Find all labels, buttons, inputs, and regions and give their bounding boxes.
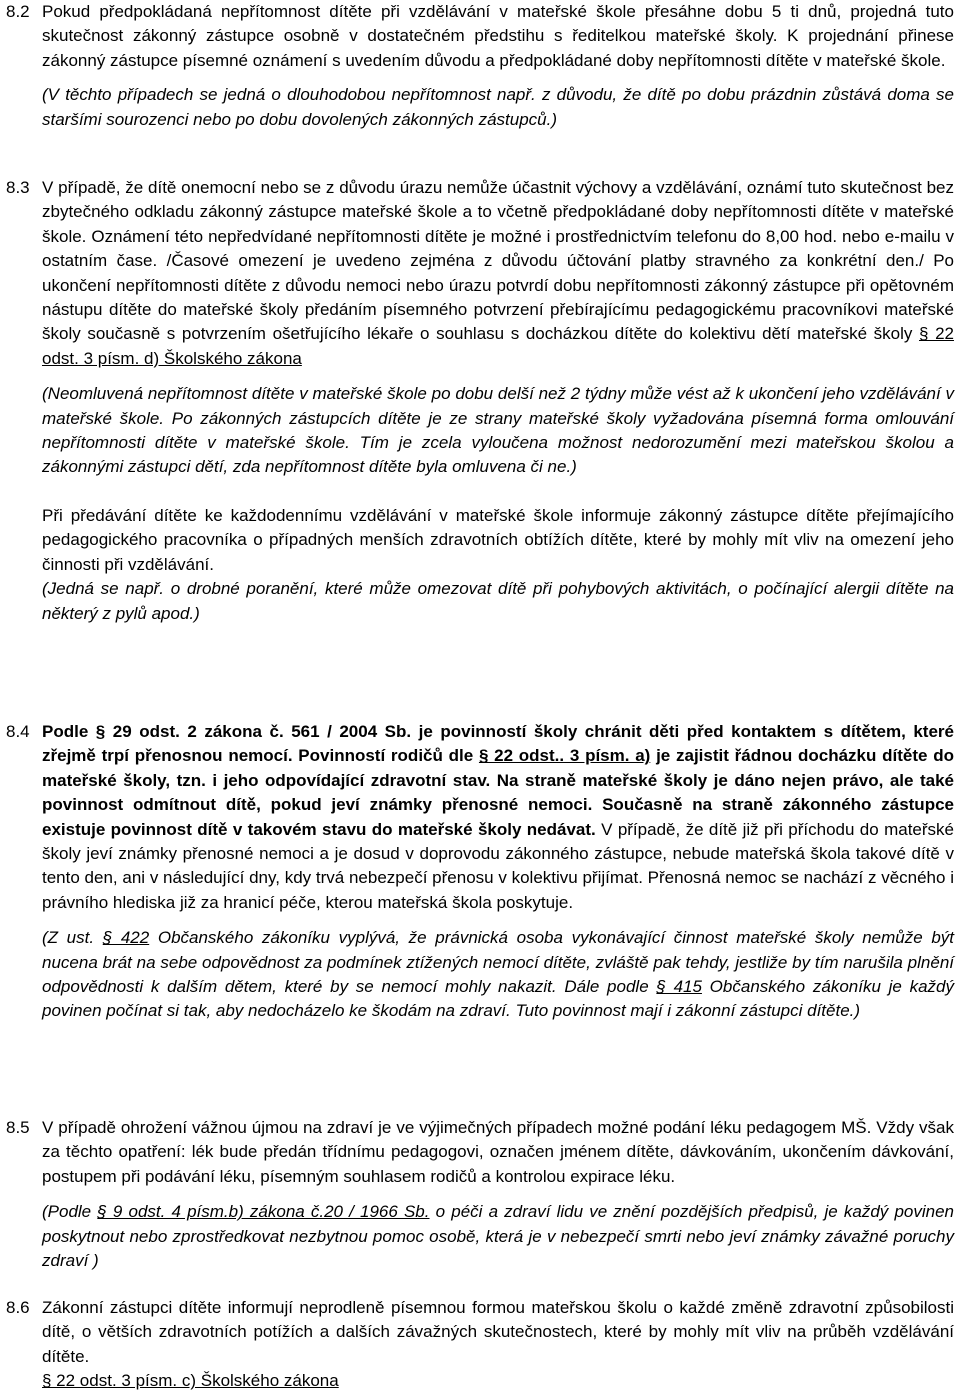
note-text: (Podle — [42, 1202, 98, 1222]
law-reference: § 22 odst.. 3 písm. a) — [478, 746, 651, 766]
law-reference: § 422 — [102, 928, 150, 948]
paragraph — [42, 176, 954, 371]
paragraph: Zákonní zástupci dítěte informují neprodleně písemnou formou mateřskou školu o každé změně zdravotní způsobilosti dítě, o větších zdravotních potížích a dalších závažných skutečnostech, které by mohly mít vliv na průběh vzdělávání dítěte. — [42, 1298, 954, 1366]
note-paragraph: (V těchto případech se jedná o dlouhodobou nepřítomnost např. z důvodu, že dítě po dobu prázdnin zůstává doma se staršími sourozenci nebo po dobu dovolených zákonných zástupců.) — [42, 85, 954, 129]
note-paragraph — [42, 926, 954, 1024]
section-number: 8.2 — [6, 2, 30, 21]
section-number: 8.3 — [6, 178, 30, 197]
law-reference: § 9 odst. 4 písm.b) zákona č.20 / 1966 Sb. — [97, 1202, 430, 1222]
section-number: 8.6 — [6, 1298, 30, 1317]
paragraph-text: V případě, že dítě onemocní nebo se z důvodu úrazu nemůže účastnit výchovy a vzdělávání, oznámí tuto skutečnost bez zbytečného odkladu zákonný zástupce mateřské škole a to včetně předpokládané doby nepřítomnosti dítěte v mateřské škole. Oznámení této nepředvídané nepřítomnosti dítěte je možné i prostřednictvím telefonu do 8,00 hod. nebo e-mailu v ostatním čase. /Časové omezení je uvedeno zejména z důvodu účtování platby stravného za konkrétní den./ Po ukončení nepřítomnosti dítěte z důvodu nemoci nebo úrazu potvrdí dobu nepřítomnosti zákonný zástupce při opětovném nástupu dítěte do mateřské školy předáním písemného potvrzení přebírajícímu pedagogickému pracovníkovi mateřské školy současně s potvrzením ošetřujícího lékaře o souhlasu s docházkou dítěte do kolektivu dětí mateřské školy — [42, 178, 954, 344]
note-paragraph — [42, 1200, 954, 1273]
bold-text: je zajistit řádnou docházku dítěte do mateřské školy, tzn. i jeho odpovídající zdravotní stav. Na straně mateřské školy je dáno nejen právo, ale také povinnost odmítnout dítě, pokud jeví známky přenosné nemoci. Současně na straně zákonného zástupce existuje povinnost dítě v takovém stavu do mateřské školy nedávat. — [42, 746, 954, 839]
paragraph: Pokud předpokládaná nepřítomnost dítěte při vzdělávání v mateřské škole přesáhne dobu 5 ti dnů, projedná tuto skutečnost zákonný zástupce osobně v dostatečném předstihu s ředitelkou mateřské školy. K projednání přinese zákonný zástupce písemné oznámení s uvedením důvodu a předpokládané doby nepřítomnosti dítěte v mateřské škole. — [42, 2, 954, 70]
note-text: Občanského zákoníku je každý povinen počínat si tak, aby nedocházelo ke škodám na zdraví. Tuto povinnost mají i zákonní zástupci dítěte.) — [42, 977, 955, 1021]
law-reference-line — [42, 1369, 954, 1393]
law-reference: § 22 odst. 3 písm. d) Školského zákona — [42, 324, 954, 368]
law-reference: § 22 odst. 3 písm. c) Školského zákona — [42, 1371, 339, 1391]
section-number: 8.5 — [6, 1118, 30, 1137]
note-text: (Z ust. — [42, 928, 103, 948]
law-reference: Podle § 29 odst. 2 zákona č. 561 / 2004 Sb. — [42, 722, 412, 741]
paragraph — [42, 720, 954, 915]
note-paragraph: (Neomluvená nepřítomnost dítěte v mateřské škole po dobu delší než 2 týdny může vést až k ukončení jeho vzdělávání v mateřské škole. Po zákonných zástupcích dítěte je ze strany mateřské školy vyžadována písemná forma omlouvání nepřítomnosti dítěte v mateřské škole. Tím je zcela vyloučena možnost nedorozumění mezi mateřskou školou a zákonnými zástupci dětí, zda nepřítomnost dítěte byla omluvena či ne.) — [42, 384, 954, 477]
bold-text: je povinností školy chránit děti před kontaktem s dítětem, které zřejmě trpí přenosnou nemocí. Povinností rodičů dle — [42, 722, 954, 766]
note-paragraph: (Jedná se např. o drobné poranění, které může omezovat dítě při pohybových aktivitách, o počínající alergii dítěte na některý z pylů apod.) — [42, 579, 954, 623]
note-text: o péči a zdraví lidu ve znění pozdějších předpisů, je každý povinen poskytnout nebo zprostředkovat nezbytnou pomoc osobě, která je v nebezpečí smrti nebo jeví známky závažné poruchy zdraví ) — [42, 1202, 955, 1271]
note-text: Občanského zákoníku vyplývá, že právnická osoba vykonávající činnost mateřské školy nemůže být nucena brát na sebe odpovědnost za podmínek ztížených nemocí dítěte, zvláště pak tehdy, jestliže by tím narušila plnění odpovědnosti k dalším dětem, které by se nemocí mohly nakazit. Dále podle — [42, 928, 955, 997]
paragraph: V případě ohrožení vážnou újmou na zdraví je ve výjimečných případech možné podání léku pedagogem MŠ. Vždy však za těchto opatření: lék bude předán třídnímu pedagogovi, označen jménem dítěte, dávkováním, ukončením dávkování, postupem při podávání léku, písemným souhlasem rodičů a kontrolou expirace léku. — [42, 1118, 954, 1186]
law-reference: § 415 — [656, 977, 702, 997]
section-number: 8.4 — [6, 722, 30, 741]
paragraph-text: V případě, že dítě již při příchodu do mateřské školy jeví známky přenosné nemoci a je dosud v doprovodu zákonného zástupce, nebude mateřská škola takové dítě v tento den, ani v následující dny, kdy trvá nebezpečí přenosu v kolektivu přijímat. Přenosná nemoc se nachází z věcného i právního hlediska již za hranicí péče, kterou mateřská škola poskytuje. — [42, 819, 954, 912]
paragraph: Při předávání dítěte ke každodennímu vzdělávání v mateřské škole informuje zákonný zástupce dítěte přejímajícího pedagogického pracovníka o případných menších zdravotních obtížích dítěte, které by mohly mít vliv na omezení jeho činnosti při vzdělávání. — [42, 505, 954, 574]
